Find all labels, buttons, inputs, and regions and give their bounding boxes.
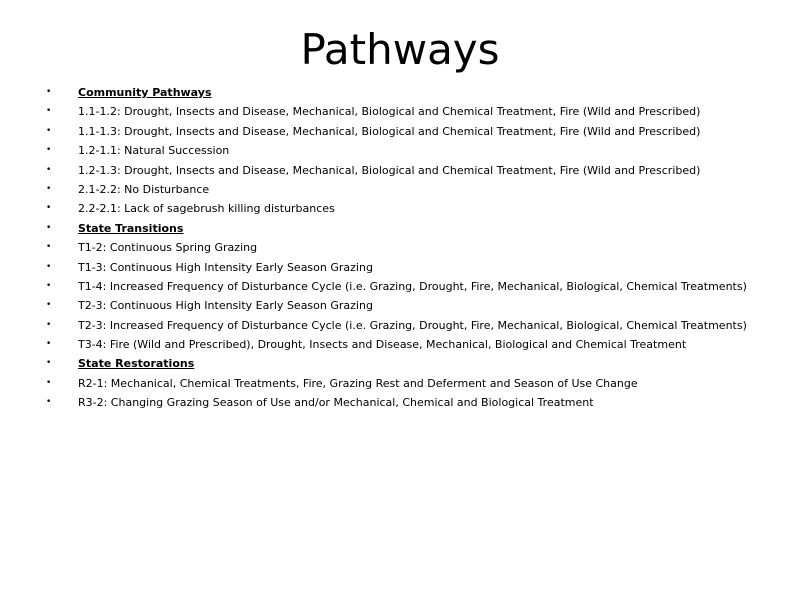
list-item [46,335,766,354]
bullet-icon: • [46,125,52,136]
bullet-icon: • [46,222,52,233]
list-item [46,180,766,199]
bullet-icon: • [46,261,52,272]
list-item [46,277,766,296]
list-item-text: 2.1-2.2: No Disturbance [78,182,210,196]
list-item [46,102,766,121]
list-item [46,161,766,180]
section-header [46,219,766,238]
section-header [46,354,766,373]
bullet-icon: • [46,280,52,291]
bullet-icon: • [46,300,52,311]
slide-title: Pathways [300,25,500,74]
list-item-text: 1.2-1.3: Drought, Insects and Disease, Mechanical, Biological and Chemical Treatment, Fire (Wild and Prescribed) [78,163,701,177]
list-item [46,374,766,393]
list-item-text: T1-3: Continuous High Intensity Early Season Grazing [78,260,373,274]
list-item-text: T3-4: Fire (Wild and Prescribed), Drought, Insects and Disease, Mechanical, Biological and Chemical Treatment [78,338,687,352]
list-item [46,258,766,277]
section-header [46,83,766,102]
bullet-icon: • [46,87,52,97]
list-item-text: T2-3: Continuous High Intensity Early Season Grazing [78,299,373,313]
bullet-icon: • [46,145,52,156]
section-header-text: State Restorations [78,357,195,371]
list-item-text: 1.1-1.3: Drought, Insects and Disease, Mechanical, Biological and Chemical Treatment, Fire (Wild and Prescribed) [78,124,701,138]
bullet-icon: • [46,319,52,330]
list-item-text: 1.1-1.2: Drought, Insects and Disease, Mechanical, Biological and Chemical Treatment, Fire (Wild and Prescribed) [78,105,701,119]
bullet-icon: • [46,397,52,408]
list-item-text: R3-2: Changing Grazing Season of Use and/or Mechanical, Chemical and Biological Treatment [78,396,594,410]
bullet-icon: • [46,242,52,253]
list-item [46,122,766,141]
list-item [46,296,766,315]
bullet-list [46,83,766,413]
section-header-text: State Transitions [78,221,184,235]
bullet-icon: • [46,377,52,388]
list-item-text: T2-3: Increased Frequency of Disturbance Cycle (i.e. Grazing, Drought, Fire, Mechanical, Biological, Chemical Treatments) [78,318,747,332]
list-item [46,238,766,257]
section-header-text: Community Pathways [78,86,212,99]
bullet-icon: • [46,203,52,214]
list-item [46,393,766,412]
bullet-icon: • [46,106,52,117]
bullet-icon: • [46,164,52,175]
list-item-text: 1.2-1.1: Natural Succession [78,144,230,158]
bullet-icon: • [46,339,52,350]
list-item-text: R2-1: Mechanical, Chemical Treatments, Fire, Grazing Rest and Deferment and Season of Use Change [78,376,638,390]
list-item [46,316,766,335]
bullet-icon: • [46,358,52,369]
list-item [46,141,766,160]
list-item-text: T1-2: Continuous Spring Grazing [78,241,258,255]
bullet-icon: • [46,183,52,194]
list-item [46,199,766,218]
list-item-text: T1-4: Increased Frequency of Disturbance Cycle (i.e. Grazing, Drought, Fire, Mechanical, Biological, Chemical Treatments) [78,279,747,293]
list-item-text: 2.2-2.1: Lack of sagebrush killing disturbances [78,202,335,216]
